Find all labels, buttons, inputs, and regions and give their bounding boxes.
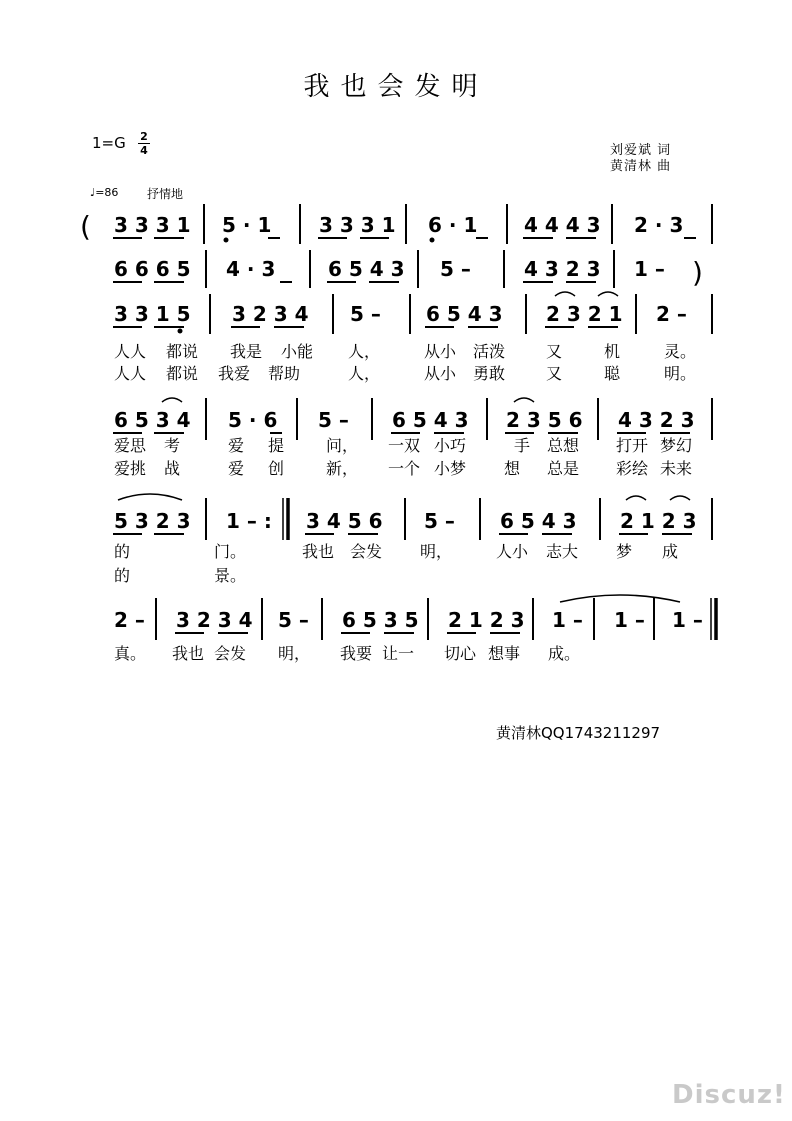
lyric: 成。 xyxy=(548,644,581,663)
key-signature: 1=G xyxy=(92,134,126,152)
lyric: 明， xyxy=(278,644,311,663)
measure-r6-1: 2 – xyxy=(114,608,145,632)
lyric: 切心 xyxy=(444,644,477,663)
lyric: 问， xyxy=(326,436,359,455)
measure-r2-4: 5 – xyxy=(440,257,471,281)
low-octave-dot xyxy=(430,238,435,243)
lyric: 未来 xyxy=(660,459,693,478)
lyrics-r6-v1 xyxy=(114,644,580,663)
lyric: 机 xyxy=(604,342,621,361)
slur xyxy=(670,496,690,500)
lyricist-credit: 刘爱斌 词 xyxy=(610,143,672,158)
lyric: 提 xyxy=(268,436,285,455)
composer-credit: 黄清林 曲 xyxy=(610,159,672,174)
lyric: 彩绘 xyxy=(616,459,649,478)
slur xyxy=(162,398,182,402)
tie xyxy=(560,595,680,602)
time-signature-bottom: 4 xyxy=(140,144,148,157)
final-barline xyxy=(711,598,716,640)
lyric: 聪 xyxy=(604,364,621,383)
lyric: 我也 xyxy=(172,644,205,663)
lyric: 景。 xyxy=(214,566,247,585)
measure-r6-3: 5 – xyxy=(278,608,309,632)
measure-r1-1: 3 3 3 1 xyxy=(114,213,191,237)
measure-r5-2: 1 – : xyxy=(226,509,272,533)
repeat-open-paren: ( xyxy=(80,210,91,243)
lyric: 又 xyxy=(546,364,563,383)
lyric: 想事 xyxy=(488,644,521,663)
measure-r1-3: 3 3 3 1 xyxy=(319,213,396,237)
measure-r3-6: 2 – xyxy=(656,302,687,326)
lyric: 总是 xyxy=(547,459,580,478)
lyric: 人， xyxy=(348,364,381,383)
low-octave-dot xyxy=(178,329,183,334)
mood-mark: 抒情地 xyxy=(147,187,184,201)
lyric: 灵。 xyxy=(664,342,697,361)
lyric: 小能 xyxy=(281,342,314,361)
discuz-watermark: Discuz! xyxy=(672,1080,786,1110)
measure-r6-6: 1 – xyxy=(552,608,583,632)
lyric: 人人 xyxy=(114,342,147,361)
lyric: 爱 xyxy=(228,459,245,478)
lyric: 小梦 xyxy=(434,459,467,478)
measure-r6-7: 1 – xyxy=(614,608,645,632)
lyric: 明， xyxy=(420,542,453,561)
lyric: 都说 xyxy=(166,364,199,383)
lyrics-r3-v2 xyxy=(114,364,696,383)
lyric: 从小 xyxy=(424,342,457,361)
lyric: 我要 xyxy=(340,644,373,663)
measure-r5-6: 2 1 2 3 xyxy=(620,509,697,533)
slur xyxy=(626,496,646,500)
measure-r3-5: 2 3 2 1 xyxy=(546,302,623,326)
slur xyxy=(514,398,534,402)
measure-r3-4: 6 5 4 3 xyxy=(426,302,503,326)
lyric: 人， xyxy=(348,342,381,361)
lyric: 想 xyxy=(504,459,521,478)
lyric: 会发 xyxy=(214,644,247,663)
slur xyxy=(555,292,575,296)
measure-r4-1: 6 5 3 4 xyxy=(114,408,191,432)
lyric: 我也 xyxy=(302,542,335,561)
measure-r4-3: 5 – xyxy=(318,408,349,432)
lyric: 一双 xyxy=(388,436,421,455)
lyric: 都说 xyxy=(166,342,199,361)
measure-r5-1: 5 3 2 3 xyxy=(114,509,191,533)
measure-r6-8: 1 – xyxy=(672,608,703,632)
measure-r6-2: 3 2 3 4 xyxy=(176,608,253,632)
lyric: 一个 xyxy=(388,459,421,478)
author-contact: 黄清林QQ1743211297 xyxy=(496,724,661,742)
lyrics-r5-v2 xyxy=(114,566,246,585)
lyric: 的 xyxy=(114,542,131,561)
measure-r5-4: 5 – xyxy=(424,509,455,533)
measure-r3-1: 3 3 1 5 xyxy=(114,302,191,326)
lyric: 总想 xyxy=(547,436,580,455)
measure-r4-2: 5 · 6 xyxy=(228,408,278,432)
lyric: 志大 xyxy=(546,542,579,561)
measure-r2-6: 1 – xyxy=(634,257,665,281)
slur xyxy=(118,494,182,500)
lyrics-r4-v2 xyxy=(114,459,692,478)
measure-r1-4: 6 · 1 xyxy=(428,213,478,237)
lyric: 爱思 xyxy=(114,436,147,455)
lyric: 会发 xyxy=(350,542,383,561)
lyric: 我是 xyxy=(230,342,263,361)
measure-r2-3: 6 5 4 3 xyxy=(328,257,405,281)
measure-r6-4: 6 5 3 5 xyxy=(342,608,419,632)
repeat-close-paren: ) xyxy=(692,256,703,289)
lyric: 人小 xyxy=(496,542,529,561)
measure-r2-5: 4 3 2 3 xyxy=(524,257,601,281)
measure-r5-3: 3 4 5 6 xyxy=(306,509,383,533)
time-signature-top: 2 xyxy=(140,130,148,143)
lyric: 梦幻 xyxy=(660,436,693,455)
repeat-end-barline xyxy=(283,498,288,540)
lyric: 门。 xyxy=(214,542,247,561)
lyric: 的 xyxy=(114,566,131,585)
lyric: 活泼 xyxy=(473,342,506,361)
lyric: 新， xyxy=(326,459,359,478)
lyric: 勇敢 xyxy=(473,364,506,383)
measure-r1-6: 2 · 3 xyxy=(634,213,684,237)
lyric: 让一 xyxy=(382,644,415,663)
lyric: 梦 xyxy=(616,542,633,561)
lyric: 从小 xyxy=(424,364,457,383)
measure-r3-2: 3 2 3 4 xyxy=(232,302,309,326)
measure-r4-6: 4 3 2 3 xyxy=(618,408,695,432)
measure-r1-2: 5 · 1 xyxy=(222,213,272,237)
lyric: 帮助 xyxy=(268,364,301,383)
tempo-mark: ♩=86 xyxy=(90,186,119,199)
lyric: 真。 xyxy=(114,644,147,663)
measure-r5-5: 6 5 4 3 xyxy=(500,509,577,533)
song-title: 我也会发明 xyxy=(303,72,489,102)
measure-r6-5: 2 1 2 3 xyxy=(448,608,525,632)
lyrics-r3-v1 xyxy=(114,342,696,361)
lyric: 明。 xyxy=(664,364,697,383)
measure-r4-5: 2 3 5 6 xyxy=(506,408,583,432)
lyric: 创 xyxy=(268,459,285,478)
lyric: 又 xyxy=(546,342,563,361)
lyric: 我爱 xyxy=(218,364,251,383)
lyric: 战 xyxy=(164,459,181,478)
lyric: 小巧 xyxy=(434,436,467,455)
lyric: 成 xyxy=(662,542,679,561)
measure-r4-4: 6 5 4 3 xyxy=(392,408,469,432)
lyric: 手 xyxy=(514,436,531,455)
slur xyxy=(598,292,618,296)
lyric: 打开 xyxy=(616,436,649,455)
measure-r3-3: 5 – xyxy=(350,302,381,326)
lyric: 考 xyxy=(164,436,181,455)
measure-r2-1: 6 6 6 5 xyxy=(114,257,191,281)
measure-r1-5: 4 4 4 3 xyxy=(524,213,601,237)
lyric: 爱挑 xyxy=(114,459,147,478)
lyric: 人人 xyxy=(114,364,147,383)
lyrics-r5-v1 xyxy=(114,542,678,561)
measure-r2-2: 4 · 3 xyxy=(226,257,276,281)
low-octave-dot xyxy=(224,238,229,243)
lyric: 爱 xyxy=(228,436,245,455)
lyrics-r4-v1 xyxy=(114,436,692,455)
